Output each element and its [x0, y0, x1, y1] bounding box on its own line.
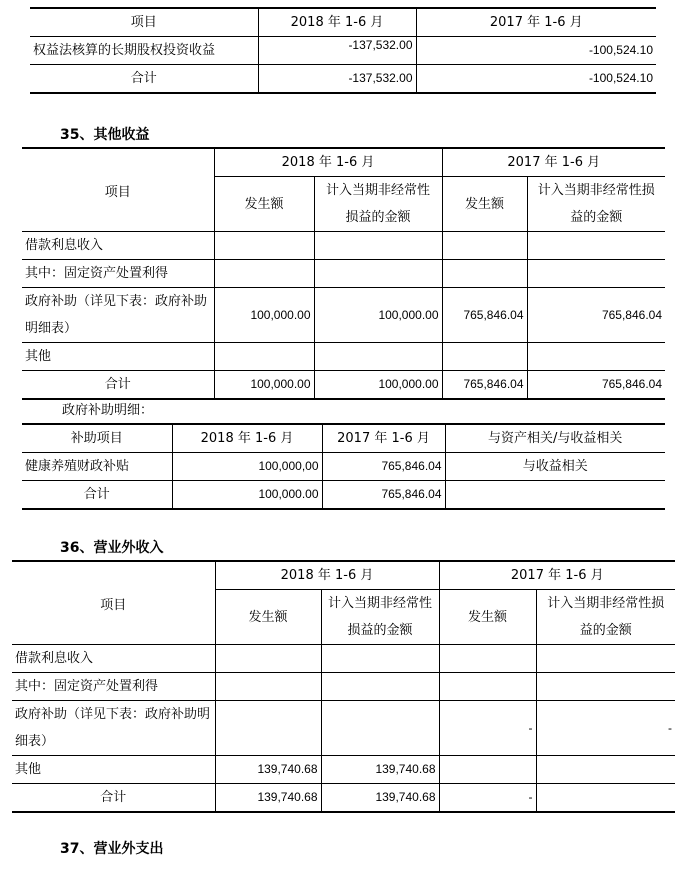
cell-value: 139,740.68 [321, 756, 439, 784]
cell-value [536, 645, 675, 673]
subsidy-detail-table [22, 423, 665, 510]
cell-value [321, 645, 439, 673]
row-label: 政府补助（详见下表：政府补助明细表） [22, 288, 214, 343]
table-row [12, 701, 675, 756]
cell-value [442, 260, 527, 288]
header-nonrecurring: 计入当期非经常性损益的金额 [314, 177, 442, 232]
cell-value [442, 232, 527, 260]
header-subsidy-item: 补助项目 [22, 424, 172, 453]
cell-value [536, 756, 675, 784]
cell-value [214, 260, 314, 288]
section-title-37: 37、营业外支出 [60, 841, 164, 857]
table-row-total [22, 481, 665, 510]
cell-value [527, 343, 665, 371]
cell-value [536, 673, 675, 701]
header-nonrecurring: 计入当期非经常性损益的金额 [321, 590, 439, 645]
section-title-36: 36、营业外收入 [60, 540, 164, 556]
header-item: 项目 [30, 8, 258, 37]
cell-value [527, 260, 665, 288]
cell-value: 139,740.68 [215, 784, 321, 813]
cell-value: 100,000.00 [314, 288, 442, 343]
row-label: 其他 [12, 756, 215, 784]
table-row [30, 37, 656, 65]
section-title-35: 35、其他收益 [60, 127, 150, 143]
cell-value [439, 673, 536, 701]
table-header-row [22, 148, 665, 177]
table-header-row [22, 424, 665, 453]
cell-value: 100,000,00 [172, 453, 322, 481]
table-row [22, 232, 665, 260]
cell-value: - [536, 701, 675, 756]
header-amount: 发生额 [215, 590, 321, 645]
header-2018: 2018 年 1-6 月 [214, 148, 442, 177]
cell-relation: 与收益相关 [445, 453, 665, 481]
cell-value [314, 232, 442, 260]
cell-value: 100,000.00 [172, 481, 322, 510]
cell-value [536, 784, 675, 813]
table-row-total [12, 784, 675, 813]
row-label: 合计 [30, 65, 258, 94]
cell-value: 100,000.00 [214, 371, 314, 400]
cell-value [215, 673, 321, 701]
row-label: 合计 [12, 784, 215, 813]
cell-value: 100,000.00 [314, 371, 442, 400]
table-header-row [30, 8, 656, 37]
cell-relation [445, 481, 665, 510]
cell-value: 765,846.04 [442, 288, 527, 343]
table-row [12, 673, 675, 701]
cell-value [214, 232, 314, 260]
table-row [22, 288, 665, 343]
cell-value: - [439, 784, 536, 813]
cell-value: -100,524.10 [416, 37, 656, 65]
header-item: 项目 [12, 561, 215, 645]
row-label: 其他 [22, 343, 214, 371]
cell-value: - [439, 701, 536, 756]
cell-value: -137,532.00 [258, 65, 416, 94]
header-item: 项目 [22, 148, 214, 232]
row-label: 借款利息收入 [12, 645, 215, 673]
table-row [12, 645, 675, 673]
table-header-row [12, 561, 675, 590]
cell-value [321, 701, 439, 756]
cell-value [314, 343, 442, 371]
subsidy-detail-label: 政府补助明细： [62, 403, 154, 418]
non-operating-income-table [12, 560, 675, 813]
cell-value: 765,846.04 [527, 371, 665, 400]
investment-income-table [30, 7, 656, 94]
table-row [22, 260, 665, 288]
cell-value [442, 343, 527, 371]
table-row-total [22, 371, 665, 400]
table-row-total [30, 65, 656, 94]
header-2017: 2017 年 1-6 月 [416, 8, 656, 37]
header-2017: 2017 年 1-6 月 [439, 561, 675, 590]
cell-value: 100,000.00 [214, 288, 314, 343]
header-2018: 2018 年 1-6 月 [215, 561, 439, 590]
header-relation: 与资产相关/与收益相关 [445, 424, 665, 453]
header-2017: 2017 年 1-6 月 [322, 424, 445, 453]
header-2018: 2018 年 1-6 月 [258, 8, 416, 37]
row-label: 健康养殖财政补贴 [22, 453, 172, 481]
row-label: 其中：固定资产处置利得 [12, 673, 215, 701]
cell-value: -100,524.10 [416, 65, 656, 94]
cell-value [314, 260, 442, 288]
row-label: 其中：固定资产处置利得 [22, 260, 214, 288]
cell-value [214, 343, 314, 371]
header-nonrecurring: 计入当期非经常性损益的金额 [536, 590, 675, 645]
cell-value: 765,846.04 [442, 371, 527, 400]
row-label: 政府补助（详见下表：政府补助明细表） [12, 701, 215, 756]
cell-value [215, 701, 321, 756]
cell-value [527, 232, 665, 260]
header-2018: 2018 年 1-6 月 [172, 424, 322, 453]
row-label: 借款利息收入 [22, 232, 214, 260]
other-income-table [22, 147, 665, 400]
row-label: 权益法核算的长期股权投资收益 [30, 37, 258, 65]
cell-value [321, 673, 439, 701]
table-row [22, 453, 665, 481]
cell-value: 765,846.04 [322, 481, 445, 510]
table-row [12, 756, 675, 784]
header-amount: 发生额 [442, 177, 527, 232]
header-amount: 发生额 [439, 590, 536, 645]
row-label: 合计 [22, 481, 172, 510]
cell-value [215, 645, 321, 673]
cell-value: 139,740.68 [215, 756, 321, 784]
header-amount: 发生额 [214, 177, 314, 232]
table-row [22, 343, 665, 371]
cell-value [439, 645, 536, 673]
cell-value: 139,740.68 [321, 784, 439, 813]
cell-value [439, 756, 536, 784]
header-nonrecurring: 计入当期非经常性损益的金额 [527, 177, 665, 232]
cell-value: -137,532.00 [258, 37, 416, 65]
cell-value: 765,846.04 [322, 453, 445, 481]
cell-value: 765,846.04 [527, 288, 665, 343]
row-label: 合计 [22, 371, 214, 400]
header-2017: 2017 年 1-6 月 [442, 148, 665, 177]
